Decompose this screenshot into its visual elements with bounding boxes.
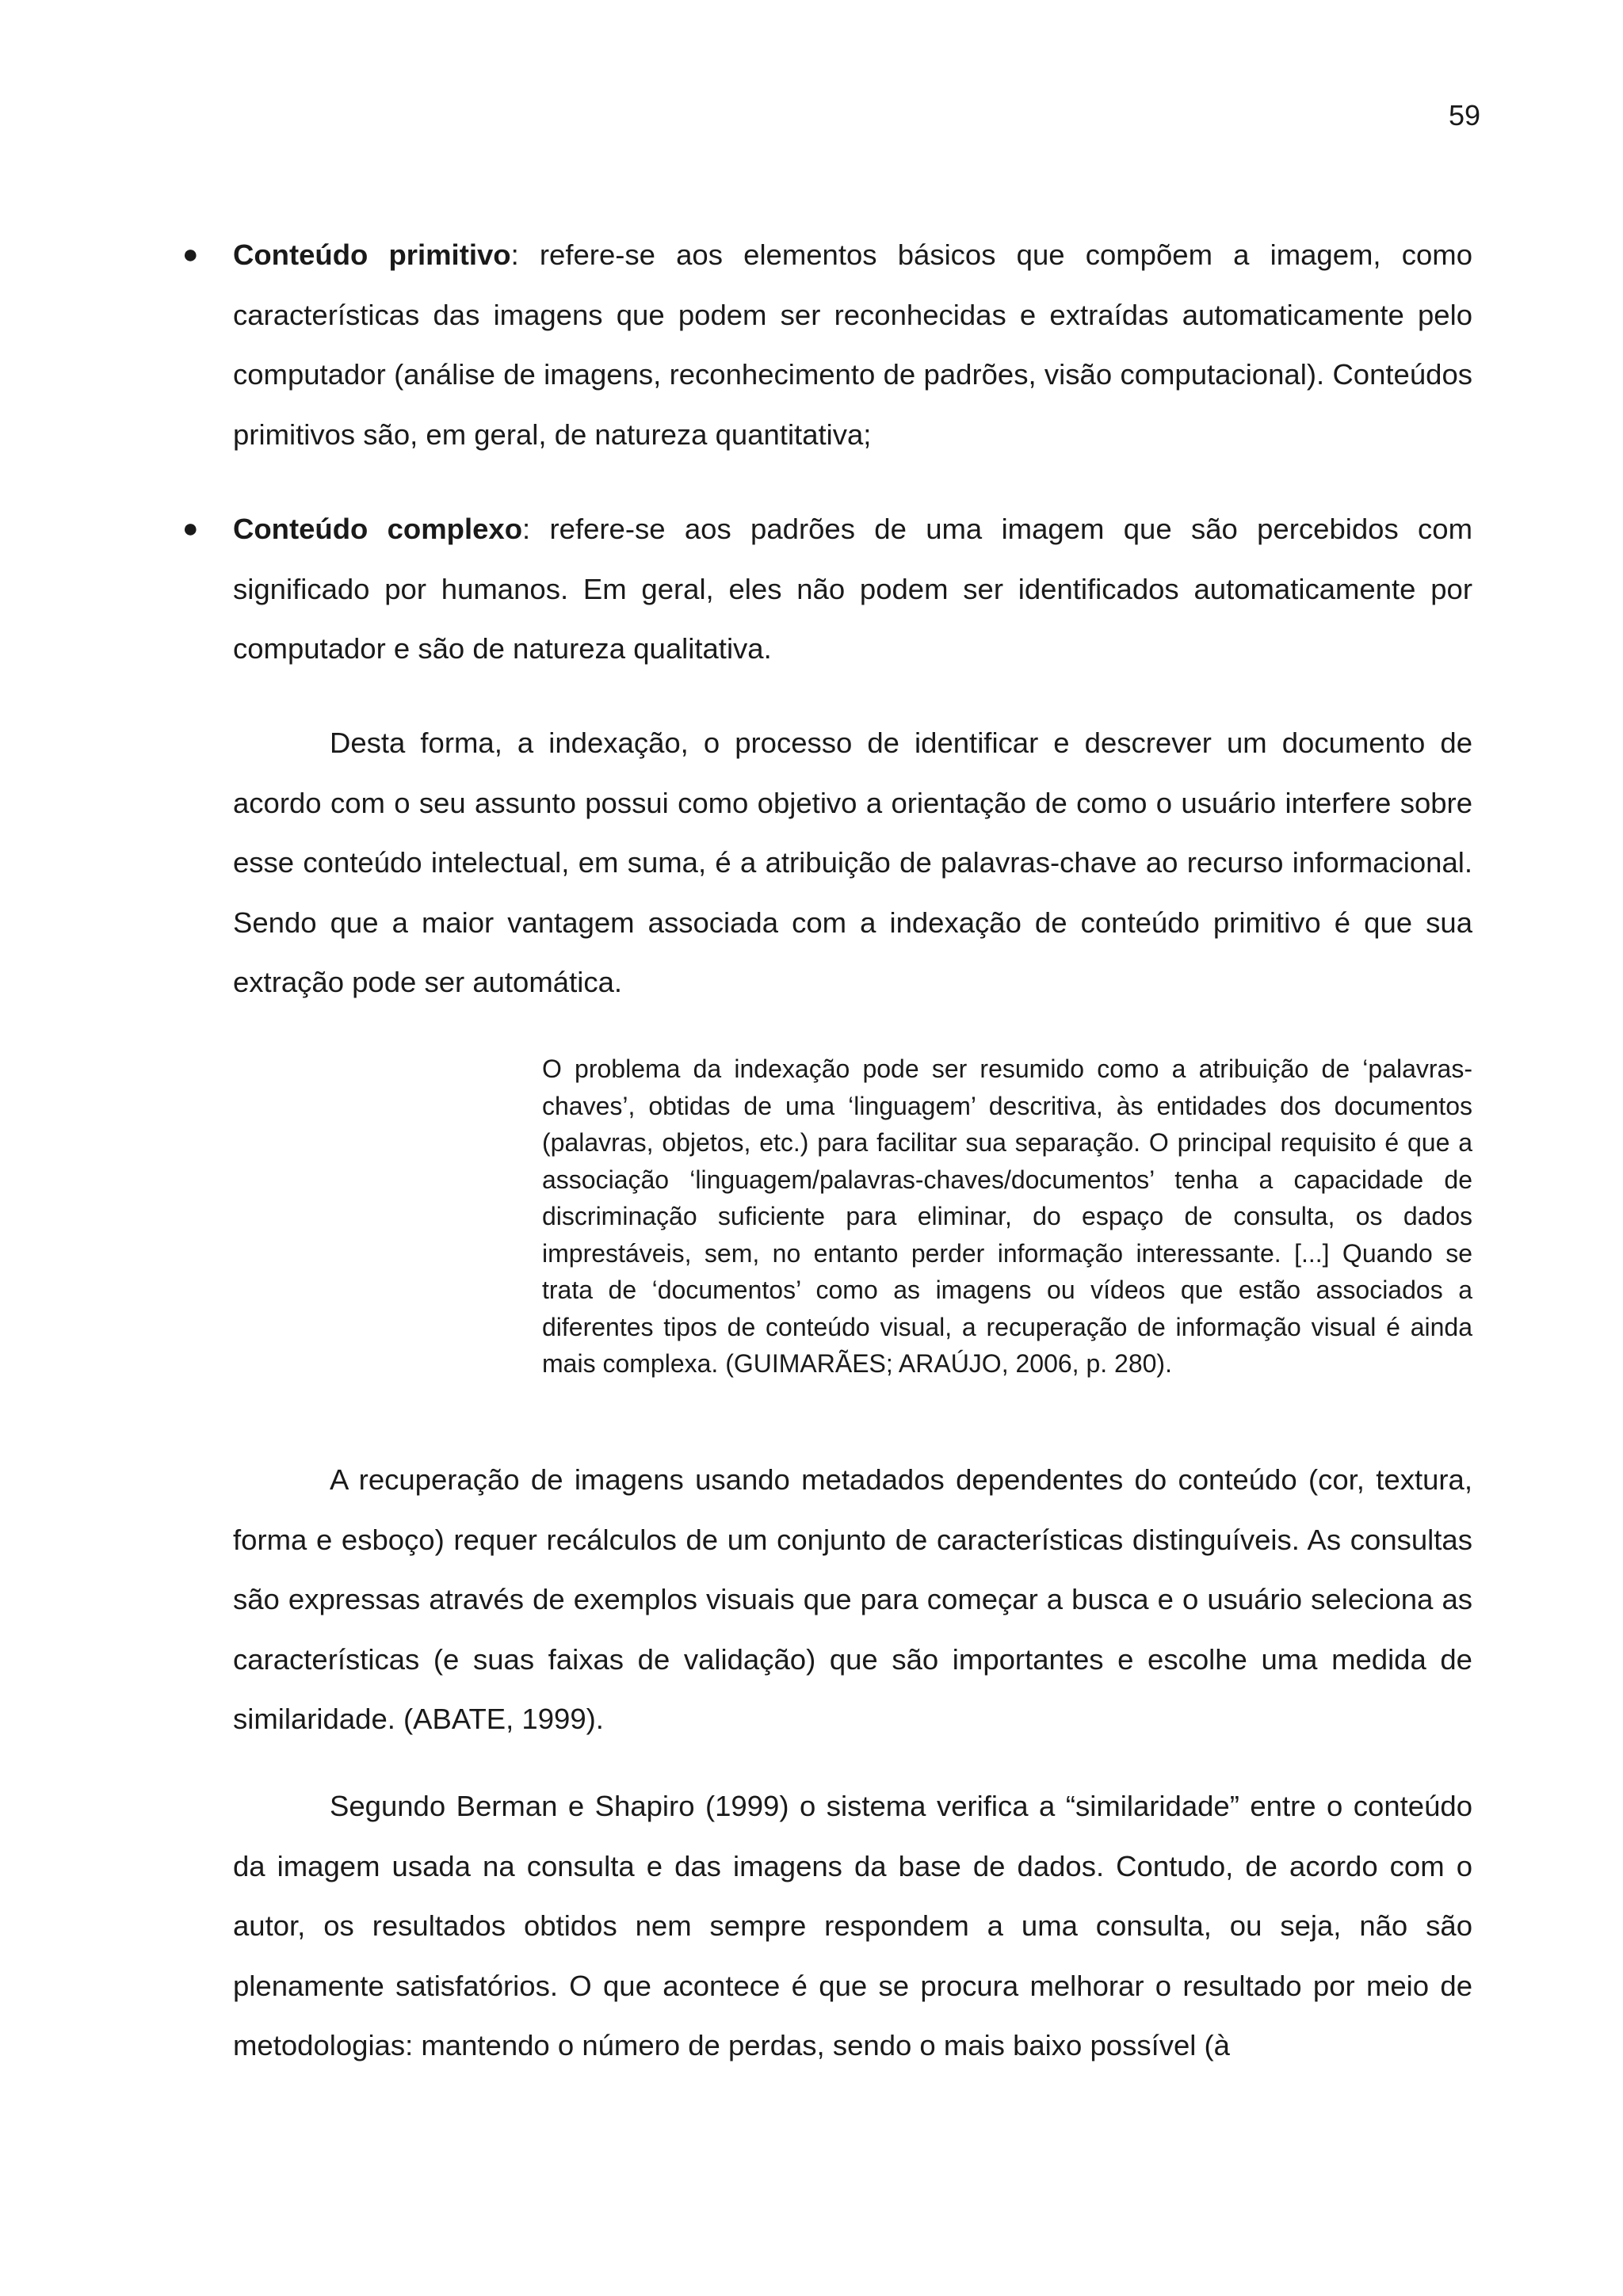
bullet-term: Conteúdo complexo [233,513,523,545]
bullet-term: Conteúdo primitivo [233,238,511,271]
bullet-item-primitive-content [182,225,1473,464]
bullet-item-complex-content [182,499,1472,679]
bullet-text: : refere-se aos padrões de uma imagem que são percebidos com significado por humanos. Em geral, eles não podem ser identificados automaticamente por computador e são de natureza qualitativa. [233,513,1472,666]
bullet-text: : refere-se aos elementos básicos que compõem a imagem, como características das imagens que podem ser reconhecidas e extraídas automaticamente pelo computador (análise de imagens, reconhecimento de padrões, visão computacional). Conteúdos primitivos são, em geral, de natureza quantitativa; [233,238,1473,451]
bullet-icon: ● [182,513,199,543]
bullet-icon: ● [182,239,199,269]
page-number: 59 [1448,99,1480,132]
block-quote: O problema da indexação pode ser resumido como a atribuição de ‘palavras-chaves’, obtidas de uma ‘linguagem’ descritiva, às entidades dos documentos (palavras, objetos, etc.) para facilitar sua separação. O principal requisito é que a associação ‘linguagem/palavras-chaves/documentos’ tenha a capacidade de discriminação suficiente para eliminar, do espaço de consulta, os dados imprestáveis, sem, no entanto perder informação interessante. [...] Quando se trata de ‘documentos’ como as imagens ou vídeos que estão associados a diferentes tipos de conteúdo visual, a recuperação de informação visual é ainda mais complexa. (GUIMARÃES; ARAÚJO, 2006, p. 280). [542,1055,1472,1378]
paragraph-image-retrieval: A recuperação de imagens usando metadados dependentes do conteúdo (cor, textura, forma e esboço) requer recálculos de um conjunto de características distinguíveis. As consultas são expressas através de exemplos visuais que para começar a busca e o usuário seleciona as características (e suas faixas de validação) que são importantes e escolhe uma medida de similaridade. (ABATE, 1999). [233,1463,1472,1736]
paragraph-similarity: Segundo Berman e Shapiro (1999) o sistema verifica a “similaridade” entre o conteúdo da imagem usada na consulta e das imagens da base de dados. Contudo, de acordo com o autor, os resultados obtidos nem sempre respondem a uma consulta, ou seja, não são plenamente satisfatórios. O que acontece é que se procura melhorar o resultado por meio de metodologias: mantendo o número de perdas, sendo o mais baixo possível (à [233,1790,1472,2062]
paragraph-indexing: Desta forma, a indexação, o processo de identificar e descrever um documento de acordo com o seu assunto possui como objetivo a orientação de como o usuário interfere sobre esse conteúdo intelectual, em suma, é a atribuição de palavras-chave ao recurso informacional. Sendo que a maior vantagem associada com a indexação de conteúdo primitivo é que sua extração pode ser automática. [233,727,1472,999]
